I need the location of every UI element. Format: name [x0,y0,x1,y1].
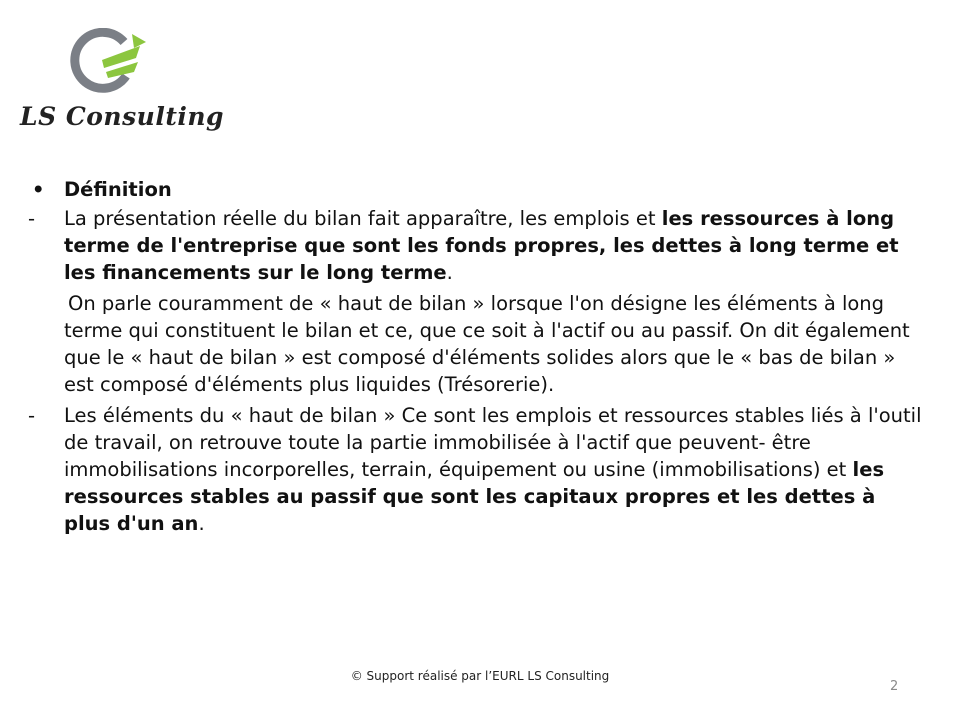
bullet-icon: • [32,178,45,201]
paragraph-elements [28,402,928,537]
paragraph-presentation-end: . [446,261,453,284]
company-logo [18,28,225,143]
dash-marker: - [28,207,36,230]
definition-heading [28,176,928,203]
paragraph-elements-end: . [198,512,205,535]
paragraph-elements-text: Les éléments du « haut de bilan » Ce sont les emplois et ressources stables liés à l'outil de travail, on retrouve toute la partie immobilisée à l'actif que peuvent- être immobilisations incorporelles, terrain, équipement ou usine (immobilisations) et [64,404,922,481]
paragraph-elements-bold: les ressources stables au passif que sont les capitaux propres et les dettes à plus d'un an [64,458,885,535]
footer-copyright: © Support réalisé par l’EURL LS Consulting [350,669,610,683]
dash-marker: - [28,404,36,427]
paragraph-haut-de-bilan: On parle couramment de « haut de bilan » lorsque l'on désigne les éléments à long terme qui constituent le bilan et ce, que ce soit à l'actif ou au passif. On dit également que le « haut de bilan » est composé d'éléments solides alors que le « bas de bilan » est composé d'éléments plus liquides (Trésorerie). [64,292,910,396]
heading-text: Définition [64,178,172,201]
page-number: 2 [890,679,899,694]
paragraph-presentation [28,205,928,286]
paragraph-presentation-text: La présentation réelle du bilan fait apparaître, les emplois et [64,207,662,230]
logo-wordmark: LS Consulting [20,102,225,131]
paragraph-presentation-bold: les ressources à long terme de l'entreprise que sont les fonds propres, les dettes à long terme et les financements sur le long terme [64,207,899,284]
slide-content [28,176,928,541]
ls-consulting-logo-icon [66,28,146,98]
